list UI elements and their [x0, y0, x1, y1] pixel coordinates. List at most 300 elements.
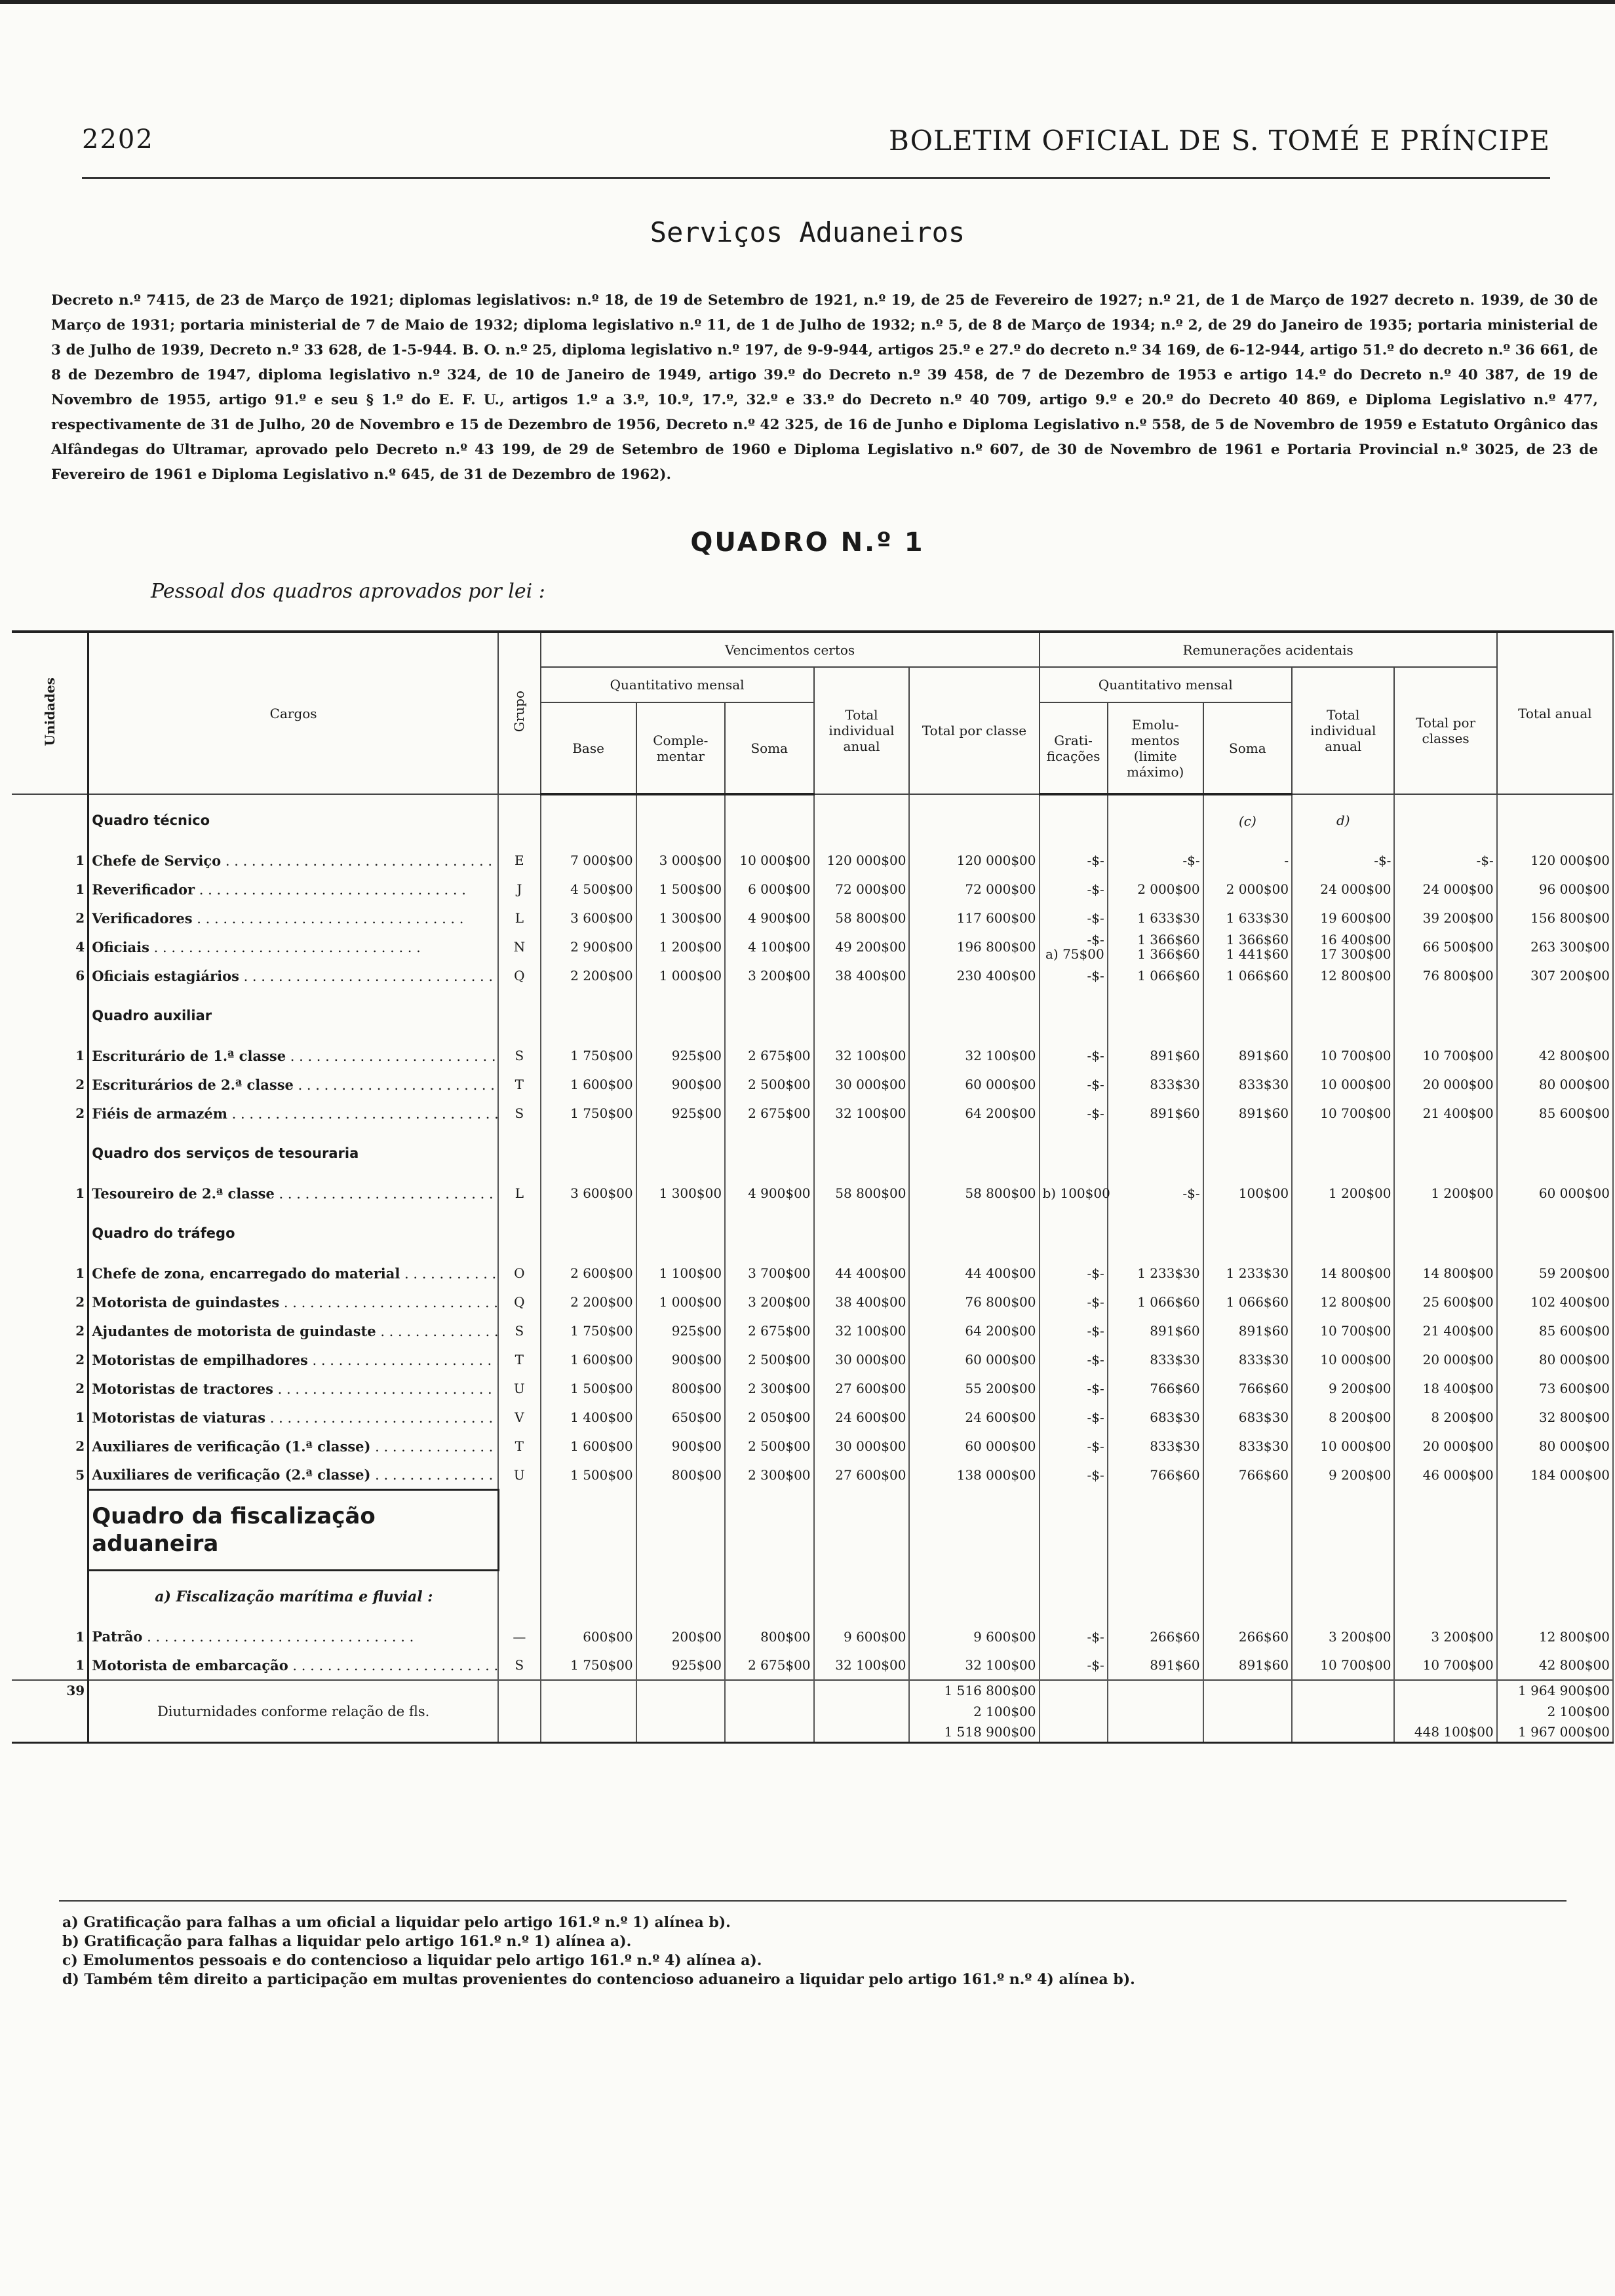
empty-cell — [1040, 794, 1108, 846]
table-row — [12, 1070, 1613, 1099]
base-cell: 2 600$00 — [541, 1259, 636, 1288]
emol-cell: 766$60 — [1108, 1374, 1203, 1403]
grupo-cell: S — [498, 1651, 541, 1680]
soma2-cell: 766$60 — [1203, 1374, 1292, 1403]
comp-cell: 1 000$00 — [636, 961, 725, 990]
cargo-cell — [88, 904, 498, 932]
tcl2-cell: 66 500$00 — [1394, 932, 1496, 961]
tcl2-cell: 20 000$00 — [1394, 1070, 1496, 1099]
table-row — [12, 1651, 1613, 1680]
soma-cell: 2 675$00 — [725, 1651, 813, 1680]
tind2-cell: 10 700$00 — [1292, 1041, 1394, 1070]
comp-cell: 1 300$00 — [636, 1179, 725, 1208]
grupo-cell: E — [498, 846, 541, 875]
empty-cell — [1108, 1128, 1203, 1179]
tind-cell: 38 400$00 — [814, 961, 910, 990]
header-unidades: Unidades — [12, 632, 88, 794]
empty-cell — [1394, 1570, 1496, 1622]
empty-cell — [541, 794, 636, 846]
unidades-cell — [12, 1128, 88, 1179]
publication-title: BOLETIM OFICIAL DE S. TOMÉ E PRÍNCIPE — [888, 124, 1550, 157]
header-remuneracoes-acidentais: Remunerações acidentais — [1040, 632, 1497, 667]
grupo-cell — [498, 1208, 541, 1259]
empty-cell — [1292, 1570, 1394, 1622]
tcl2-cell: 8 200$00 — [1394, 1403, 1496, 1432]
empty-cell — [909, 794, 1039, 846]
cargo-label: Oficiais . . . — [92, 939, 421, 955]
tcl-cell: 64 200$00 — [909, 1099, 1039, 1128]
tind-cell: 32 100$00 — [814, 1041, 910, 1070]
footnote-c: c) Emolumentos pessoais e do contencioso a liquidar pelo artigo 161.º n.º 4) alínea a). — [62, 1952, 762, 1969]
soma2-cell: 1 066$60 — [1203, 1288, 1292, 1316]
tanual-total: 1 967 000$00 — [1497, 1722, 1613, 1743]
unidades-cell: 1 — [12, 1041, 88, 1070]
soma-cell: 2 050$00 — [725, 1403, 813, 1432]
tanual-cell: 80 000$00 — [1497, 1432, 1613, 1461]
tcl-cell: 44 400$00 — [909, 1259, 1039, 1288]
empty-cell — [1108, 1208, 1203, 1259]
comp-cell: 800$00 — [636, 1374, 725, 1403]
base-cell: 3 600$00 — [541, 1179, 636, 1208]
group-title: Quadro dos serviços de tesouraria — [88, 1128, 498, 1179]
comp-cell: 3 000$00 — [636, 846, 725, 875]
empty-cell — [541, 1701, 636, 1722]
soma2-cell: 266$60 — [1203, 1622, 1292, 1651]
table-header — [12, 632, 1613, 794]
empty-cell — [1394, 794, 1496, 846]
group-title-row — [12, 1128, 1613, 1179]
cargo-cell — [88, 1070, 498, 1099]
tanual-cell: 85 600$00 — [1497, 1316, 1613, 1345]
empty-cell — [1108, 794, 1203, 846]
footnotes — [62, 1913, 1135, 1989]
empty-cell — [1497, 794, 1613, 846]
tind-cell: 32 100$00 — [814, 1316, 910, 1345]
empty-cell — [1040, 1680, 1108, 1701]
tcl-cell: 60 000$00 — [909, 1432, 1039, 1461]
tcl2-cell: 10 700$00 — [1394, 1041, 1496, 1070]
empty-cell — [725, 1489, 813, 1570]
tind2-cell: 10 700$00 — [1292, 1316, 1394, 1345]
table-row — [12, 932, 1613, 961]
tcl2-cell: 21 400$00 — [1394, 1099, 1496, 1128]
tcl2-cell: 18 400$00 — [1394, 1374, 1496, 1403]
tind-cell: 9 600$00 — [814, 1622, 910, 1651]
soma2-cell: - — [1203, 846, 1292, 875]
empty-cell — [1203, 1128, 1292, 1179]
grupo-cell: T — [498, 1432, 541, 1461]
comp-cell: 200$00 — [636, 1622, 725, 1651]
empty-cell: (c) — [1203, 794, 1292, 846]
table-row — [12, 1345, 1613, 1374]
empty-cell — [636, 1489, 725, 1570]
grat-cell: -$- — [1040, 1099, 1108, 1128]
group-title: Quadro do tráfego — [88, 1208, 498, 1259]
emol-cell: 891$60 — [1108, 1041, 1203, 1070]
grupo-cell — [498, 1680, 541, 1701]
grat-cell: -$- — [1040, 1041, 1108, 1070]
cargo-cell — [88, 932, 498, 961]
tanual-cell: 96 000$00 — [1497, 875, 1613, 904]
header-complementar: Comple-mentar — [636, 702, 725, 794]
tcl-cell: 32 100$00 — [909, 1041, 1039, 1070]
grupo-cell: N — [498, 932, 541, 961]
cargo-cell — [88, 961, 498, 990]
tcl-cell: 64 200$00 — [909, 1316, 1039, 1345]
grat-cell — [1040, 932, 1108, 961]
footnote-a: a) Gratificação para falhas a um oficial a liquidar pelo artigo 161.º n.º 1) alínea b). — [62, 1914, 731, 1931]
tind-cell: 44 400$00 — [814, 1259, 910, 1288]
header-quantitativo-mensal: Quantitativo mensal — [541, 667, 814, 702]
tcl-cell: 55 200$00 — [909, 1374, 1039, 1403]
emol-cell: 1 066$60 — [1108, 1288, 1203, 1316]
header-emolumentos: Emolu-mentos (limite máximo) — [1108, 702, 1203, 794]
base-cell: 4 500$00 — [541, 875, 636, 904]
emol-cell — [1108, 932, 1203, 961]
base-cell: 3 600$00 — [541, 904, 636, 932]
table-body — [12, 794, 1613, 1743]
empty-cell — [814, 1701, 910, 1722]
base-cell: 1 600$00 — [541, 1070, 636, 1099]
emol-cell: 1 233$30 — [1108, 1259, 1203, 1288]
unidades-cell — [12, 794, 88, 846]
cargo-label: Motorista de guindastes . . . — [92, 1294, 498, 1311]
empty-cell: d) — [1292, 794, 1394, 846]
unidades-cell: 1 — [12, 846, 88, 875]
cargo-cell — [88, 1374, 498, 1403]
soma2-value-2: 1 441$60 — [1226, 946, 1289, 962]
unidades-cell: 5 — [12, 1461, 88, 1489]
header-grupo: Grupo — [498, 632, 541, 794]
empty-cell — [636, 1722, 725, 1743]
tcl2-cell: 10 700$00 — [1394, 1651, 1496, 1680]
emol-cell: 891$60 — [1108, 1316, 1203, 1345]
tcl2-cell: 25 600$00 — [1394, 1288, 1496, 1316]
tcl2-cell: 20 000$00 — [1394, 1432, 1496, 1461]
group-title: Quadro técnico — [88, 794, 498, 846]
unidades-total — [12, 1722, 88, 1743]
base-cell: 1 750$00 — [541, 1316, 636, 1345]
empty-cell — [541, 1570, 636, 1622]
comp-cell: 1 200$00 — [636, 932, 725, 961]
tcl-cell: 76 800$00 — [909, 1288, 1039, 1316]
soma2-cell: 833$30 — [1203, 1345, 1292, 1374]
tanual-cell: 12 800$00 — [1497, 1622, 1613, 1651]
totals-label — [88, 1680, 498, 1701]
empty-cell — [636, 990, 725, 1041]
tind2-cell: 10 700$00 — [1292, 1099, 1394, 1128]
table-row — [12, 1288, 1613, 1316]
empty-cell — [1108, 990, 1203, 1041]
cargo-label: Chefe de Serviço . . . — [92, 852, 492, 869]
unidades-cell: 1 — [12, 1259, 88, 1288]
tind-cell: 72 000$00 — [814, 875, 910, 904]
tanual-cell: 80 000$00 — [1497, 1070, 1613, 1099]
empty-cell — [1394, 1208, 1496, 1259]
tcl-total: 1 518 900$00 — [909, 1722, 1039, 1743]
tind-cell: 27 600$00 — [814, 1374, 910, 1403]
grat-cell: -$- — [1040, 846, 1108, 875]
empty-cell — [814, 1489, 910, 1570]
soma-cell: 2 675$00 — [725, 1316, 813, 1345]
grat-cell: -$- — [1040, 1070, 1108, 1099]
table-row — [12, 904, 1613, 932]
cargo-cell — [88, 1179, 498, 1208]
cargo-cell — [88, 875, 498, 904]
soma2-cell: 100$00 — [1203, 1179, 1292, 1208]
cargo-label: Patrão . . . — [92, 1628, 414, 1645]
base-cell: 1 750$00 — [541, 1041, 636, 1070]
table-row — [12, 1374, 1613, 1403]
quadro-subtitle: Pessoal dos quadros aprovados por lei : — [151, 580, 545, 603]
empty-cell — [1108, 1570, 1203, 1622]
empty-cell — [1040, 1701, 1108, 1722]
tind2-cell: 14 800$00 — [1292, 1259, 1394, 1288]
tind2-cell: 10 000$00 — [1292, 1070, 1394, 1099]
tcl-cell: 60 000$00 — [909, 1070, 1039, 1099]
empty-cell — [1292, 1208, 1394, 1259]
header-total-por-classe: Total por classe — [909, 667, 1039, 794]
tanual-cell: 73 600$00 — [1497, 1374, 1613, 1403]
tind2-value-2: 17 300$00 — [1320, 946, 1391, 962]
empty-cell — [1203, 990, 1292, 1041]
unidades-cell — [12, 1208, 88, 1259]
tcl-cell: 60 000$00 — [909, 1345, 1039, 1374]
tanual-cell: 263 300$00 — [1497, 932, 1613, 961]
emol-value: 1 366$60 — [1137, 932, 1200, 947]
unidades-cell: 1 — [12, 875, 88, 904]
grupo-cell: S — [498, 1316, 541, 1345]
header-total-individual-anual-2: Total individual anual — [1292, 667, 1394, 794]
tanual-total: 1 964 900$00 — [1497, 1680, 1613, 1701]
cargo-cell — [88, 1041, 498, 1070]
soma-cell: 2 675$00 — [725, 1041, 813, 1070]
soma2-cell: 891$60 — [1203, 1099, 1292, 1128]
soma-cell: 2 500$00 — [725, 1432, 813, 1461]
tcl2-cell: 21 400$00 — [1394, 1316, 1496, 1345]
emol-cell: 891$60 — [1108, 1651, 1203, 1680]
soma2-value: 1 366$60 — [1226, 932, 1289, 947]
empty-cell — [1040, 1722, 1108, 1743]
unidades-cell: 1 — [12, 1403, 88, 1432]
cargo-cell — [88, 1461, 498, 1489]
tanual-cell: 85 600$00 — [1497, 1099, 1613, 1128]
totals-row — [12, 1722, 1613, 1743]
tind-cell: 30 000$00 — [814, 1070, 910, 1099]
soma-cell: 3 200$00 — [725, 1288, 813, 1316]
grat-cell: -$- — [1040, 1651, 1108, 1680]
cargo-cell — [88, 1403, 498, 1432]
unidades-cell: 2 — [12, 1345, 88, 1374]
soma-cell: 4 100$00 — [725, 932, 813, 961]
table-row — [12, 1461, 1613, 1489]
empty-cell — [725, 1208, 813, 1259]
tanual-cell: 42 800$00 — [1497, 1651, 1613, 1680]
group-title: Quadro auxiliar — [88, 990, 498, 1041]
grupo-cell: — — [498, 1622, 541, 1651]
empty-cell — [1292, 1722, 1394, 1743]
cargo-cell — [88, 1651, 498, 1680]
totals-row — [12, 1701, 1613, 1722]
soma-cell: 2 500$00 — [725, 1345, 813, 1374]
empty-cell — [725, 1570, 813, 1622]
tcl2-cell: 39 200$00 — [1394, 904, 1496, 932]
tind2-cell: 10 000$00 — [1292, 1432, 1394, 1461]
grat-cell: -$- — [1040, 961, 1108, 990]
empty-cell — [1394, 1489, 1496, 1570]
grat-value: -$- — [1087, 932, 1104, 947]
base-cell: 7 000$00 — [541, 846, 636, 875]
tcl-cell: 58 800$00 — [909, 1179, 1039, 1208]
emol-cell: 766$60 — [1108, 1461, 1203, 1489]
base-cell: 1 500$00 — [541, 1374, 636, 1403]
base-cell: 2 200$00 — [541, 1288, 636, 1316]
tind2-cell: 3 200$00 — [1292, 1622, 1394, 1651]
grupo-cell: U — [498, 1461, 541, 1489]
cargo-label: Reverificador . . . — [92, 881, 466, 898]
empty-cell — [1108, 1701, 1203, 1722]
tind2-cell: 9 200$00 — [1292, 1461, 1394, 1489]
cargo-label: Motoristas de tractores . . . — [92, 1381, 498, 1397]
soma2-cell: 766$60 — [1203, 1461, 1292, 1489]
grat-cell: -$- — [1040, 1622, 1108, 1651]
empty-cell — [1040, 1208, 1108, 1259]
cargo-label: Verificadores . . . — [92, 910, 463, 927]
tind-cell: 120 000$00 — [814, 846, 910, 875]
base-cell: 1 600$00 — [541, 1432, 636, 1461]
unidades-cell: 2 — [12, 1288, 88, 1316]
header-total-anual: Total anual — [1497, 632, 1613, 794]
grat-cell: -$- — [1040, 1374, 1108, 1403]
emol-cell: 2 000$00 — [1108, 875, 1203, 904]
empty-cell — [1292, 1128, 1394, 1179]
tind2-cell: -$- — [1292, 846, 1394, 875]
comp-cell: 1 000$00 — [636, 1288, 725, 1316]
cargo-label: Ajudantes de motorista de guindaste . . . — [92, 1323, 498, 1339]
empty-cell — [1394, 1128, 1496, 1179]
group-title: Quadro da fiscalização aduaneira — [88, 1489, 498, 1570]
tcl-total: 1 516 800$00 — [909, 1680, 1039, 1701]
soma-cell: 2 675$00 — [725, 1099, 813, 1128]
grupo-cell: O — [498, 1259, 541, 1288]
page-header — [82, 124, 1550, 177]
tanual-cell: 60 000$00 — [1497, 1179, 1613, 1208]
emol-cell: 833$30 — [1108, 1070, 1203, 1099]
tanual-cell: 42 800$00 — [1497, 1041, 1613, 1070]
soma-cell: 3 700$00 — [725, 1259, 813, 1288]
soma2-cell: 1 066$60 — [1203, 961, 1292, 990]
soma2-cell: 683$30 — [1203, 1403, 1292, 1432]
grat-cell: -$- — [1040, 1403, 1108, 1432]
tanual-cell: 184 000$00 — [1497, 1461, 1613, 1489]
tcl-cell: 117 600$00 — [909, 904, 1039, 932]
tcl2-cell: 76 800$00 — [1394, 961, 1496, 990]
unidades-cell: 2 — [12, 1374, 88, 1403]
cargo-cell — [88, 1622, 498, 1651]
empty-cell — [1497, 1128, 1613, 1179]
tcl-cell: 9 600$00 — [909, 1622, 1039, 1651]
tanual-cell: 59 200$00 — [1497, 1259, 1613, 1288]
soma-cell: 2 300$00 — [725, 1461, 813, 1489]
empty-cell — [1203, 1701, 1292, 1722]
emol-value-2: 1 366$60 — [1137, 946, 1200, 962]
tcl-cell: 32 100$00 — [909, 1651, 1039, 1680]
tind-cell: 24 600$00 — [814, 1403, 910, 1432]
empty-cell — [1203, 1208, 1292, 1259]
cargo-label: Motorista de embarcação . . . — [92, 1657, 498, 1674]
grupo-cell — [498, 1128, 541, 1179]
emol-cell: 266$60 — [1108, 1622, 1203, 1651]
header-base: Base — [541, 702, 636, 794]
grat-cell: -$- — [1040, 875, 1108, 904]
unidades-cell: 2 — [12, 904, 88, 932]
emol-cell: -$- — [1108, 846, 1203, 875]
tcl2-cell: 1 200$00 — [1394, 1179, 1496, 1208]
comp-cell: 1 500$00 — [636, 875, 725, 904]
empty-cell — [636, 1680, 725, 1701]
tcl-cell: 230 400$00 — [909, 961, 1039, 990]
header-quantitativo-mensal-2: Quantitativo mensal — [1040, 667, 1293, 702]
tind2-cell: 12 800$00 — [1292, 961, 1394, 990]
tcl-cell: 120 000$00 — [909, 846, 1039, 875]
grupo-cell: T — [498, 1345, 541, 1374]
emol-cell: -$- — [1108, 1179, 1203, 1208]
grupo-cell: T — [498, 1070, 541, 1099]
tcl2-cell: 14 800$00 — [1394, 1259, 1496, 1288]
group-title-row — [12, 794, 1613, 846]
cargo-cell — [88, 846, 498, 875]
empty-cell — [1292, 1680, 1394, 1701]
table-row — [12, 1041, 1613, 1070]
table-row — [12, 875, 1613, 904]
comp-cell: 1 100$00 — [636, 1259, 725, 1288]
unidades-cell — [12, 1570, 88, 1622]
empty-cell — [1497, 1489, 1613, 1570]
tind2-cell: 10 000$00 — [1292, 1345, 1394, 1374]
header-total-individual-anual: Total individual anual — [814, 667, 910, 794]
table-row — [12, 1259, 1613, 1288]
grupo-cell: L — [498, 1179, 541, 1208]
cargo-cell — [88, 1288, 498, 1316]
base-cell: 1 400$00 — [541, 1403, 636, 1432]
comp-cell: 925$00 — [636, 1316, 725, 1345]
emol-cell: 833$30 — [1108, 1345, 1203, 1374]
grupo-cell — [498, 1570, 541, 1622]
empty-cell — [814, 1680, 910, 1701]
empty-cell — [1497, 1208, 1613, 1259]
soma2-cell: 891$60 — [1203, 1651, 1292, 1680]
tcl2-cell: 3 200$00 — [1394, 1622, 1496, 1651]
empty-cell — [636, 1701, 725, 1722]
tind-cell: 49 200$00 — [814, 932, 910, 961]
cargo-cell — [88, 1316, 498, 1345]
footnote-divider — [59, 1900, 1566, 1902]
soma2-cell: 1 233$30 — [1203, 1259, 1292, 1288]
base-cell: 2 900$00 — [541, 932, 636, 961]
cargo-label: Motoristas de viaturas . . . — [92, 1409, 498, 1426]
soma-cell: 10 000$00 — [725, 846, 813, 875]
cargo-label: Escriturário de 1.ª classe . . . — [92, 1048, 498, 1064]
comp-cell: 900$00 — [636, 1070, 725, 1099]
cargo-cell — [88, 1345, 498, 1374]
empty-cell — [725, 1722, 813, 1743]
grat-cell: -$- — [1040, 1461, 1108, 1489]
grupo-cell: Q — [498, 1288, 541, 1316]
group-title-row — [12, 1208, 1613, 1259]
tind-cell: 38 400$00 — [814, 1288, 910, 1316]
empty-cell — [725, 1128, 813, 1179]
tcl2-cell: 24 000$00 — [1394, 875, 1496, 904]
